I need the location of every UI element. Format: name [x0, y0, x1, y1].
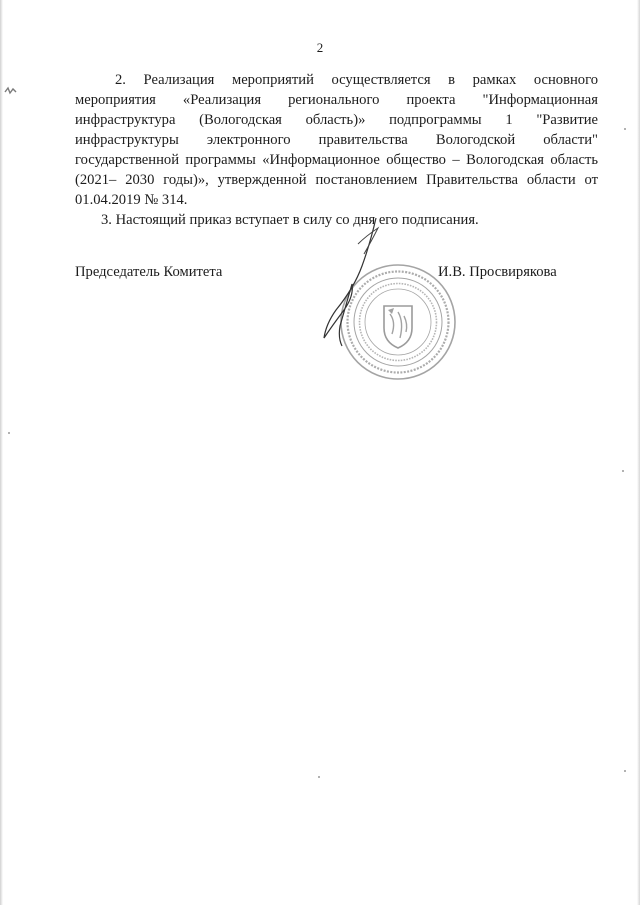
scan-speck	[624, 128, 626, 130]
scan-speck	[8, 432, 10, 434]
page-number: 2	[316, 40, 324, 55]
scan-speck	[622, 470, 624, 472]
handwritten-signature	[318, 214, 393, 354]
scan-edge-left	[0, 0, 3, 905]
paragraph-effective-date: 3. Настоящий приказ вступает в силу со дня его подписания.	[101, 212, 479, 228]
paragraph-implementation: 2. Реализация мероприятий осуществляется в рамках основного мероприятия «Реализация регионального проекта "Информационная инфраструктура (Вологодская область)» подпрограммы 1 "Развитие инфраструктуры электронного правительства Вологодской области" государственной программы «Информационное общество – Вологодская область (2021– 2030 годы)», утвержденной постановлением Правительства области от 01.04.2019 № 314.	[75, 72, 598, 208]
signatory-role: Председатель Комитета	[75, 264, 223, 280]
scan-artifact-mark	[4, 86, 18, 96]
signatory-name: И.В. Просвирякова	[438, 264, 557, 280]
scan-speck	[318, 776, 320, 778]
scan-speck	[624, 770, 626, 772]
